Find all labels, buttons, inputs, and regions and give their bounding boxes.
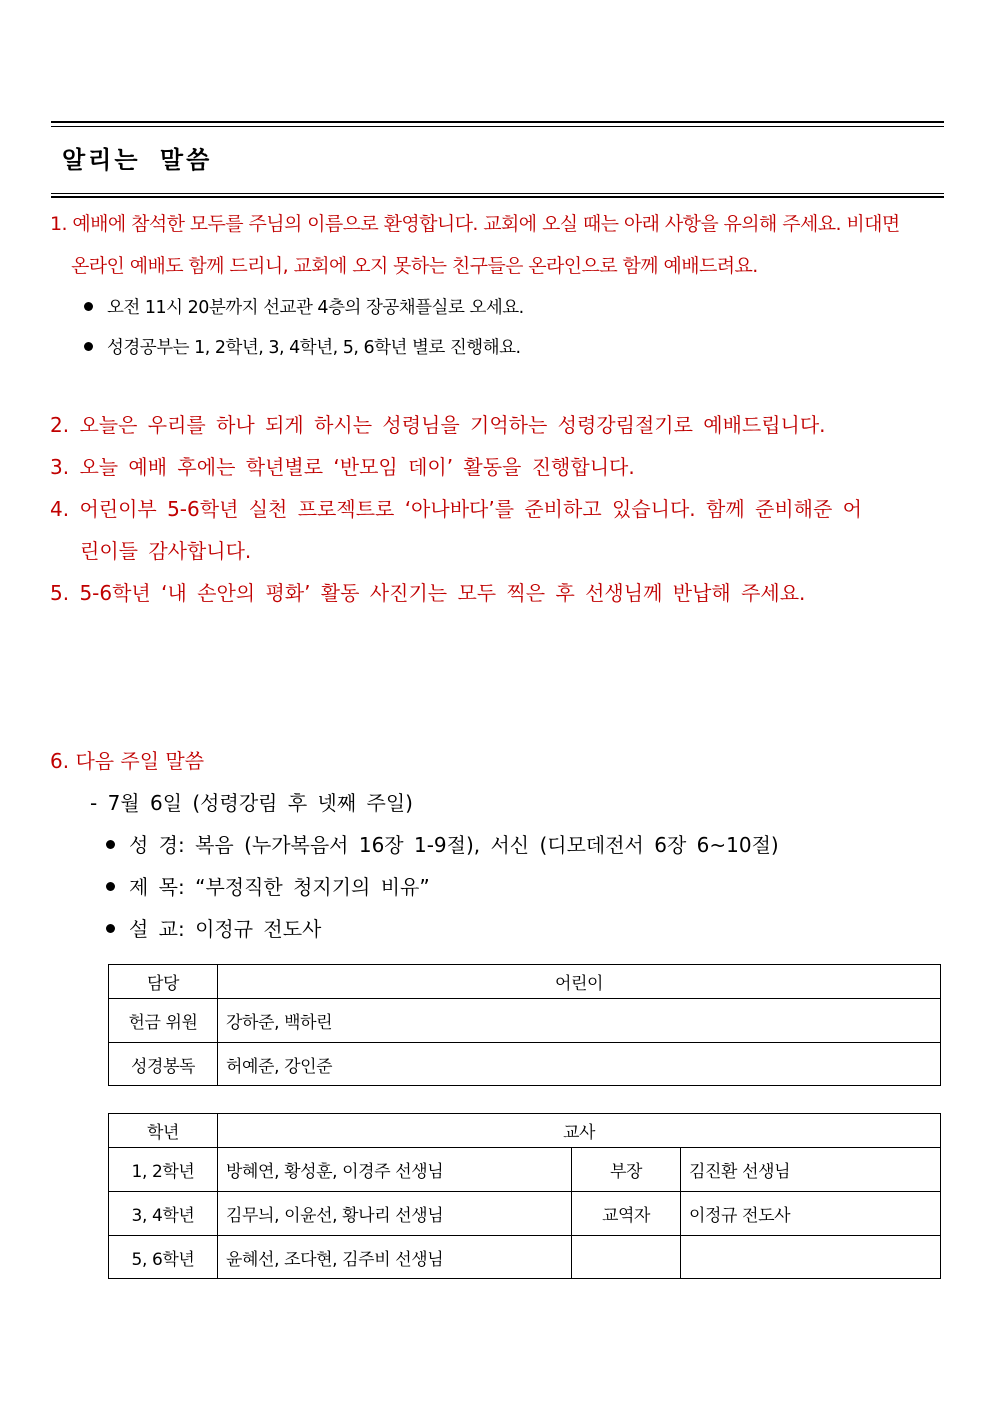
table-cell: 강하준, 백하린 xyxy=(218,999,941,1043)
table-row xyxy=(109,1192,941,1236)
table-cell: 1, 2학년 xyxy=(109,1148,218,1192)
bullet-icon xyxy=(106,840,115,849)
header-rule-top-thick xyxy=(51,121,944,123)
next-sunday-sermon-title xyxy=(106,874,430,900)
table-cell: 부장 xyxy=(572,1148,681,1192)
table-header-cell: 어린이 xyxy=(218,965,941,999)
next-sunday-date: - 7월 6일 (성령강림 후 넷째 주일) xyxy=(90,791,413,815)
table-header-cell: 교사 xyxy=(218,1114,941,1148)
next-sunday-scripture xyxy=(106,832,779,858)
table-cell: 이정규 전도사 xyxy=(681,1192,941,1236)
table-cell: 헌금 위원 xyxy=(109,999,218,1043)
bullet-icon xyxy=(84,342,93,351)
scripture-text: 성 경: 복음 (누가복음서 16장 1-9절), 서신 (디모데전서 6장 6~10절) xyxy=(129,833,779,857)
preacher-text: 설 교: 이정규 전도사 xyxy=(129,917,322,941)
table-header-cell: 학년 xyxy=(109,1114,218,1148)
next-sunday-preacher xyxy=(106,916,321,942)
table-header-row xyxy=(109,1114,941,1148)
table-header-row xyxy=(109,965,941,999)
table-row xyxy=(109,1236,941,1279)
table-cell: 김무늬, 이윤선, 황나리 선생님 xyxy=(218,1192,572,1236)
table-row xyxy=(109,1148,941,1192)
table-header-cell: 담당 xyxy=(109,965,218,999)
bullet-icon xyxy=(84,302,93,311)
notice-1-bullet-1 xyxy=(84,295,524,321)
table-cell: 방혜연, 황성훈, 이경주 선생님 xyxy=(218,1148,572,1192)
header-rule-bottom-thin xyxy=(51,193,944,194)
table-cell: 성경봉독 xyxy=(109,1043,218,1086)
bullet-icon xyxy=(106,882,115,891)
table-cell: 윤혜선, 조다현, 김주비 선생님 xyxy=(218,1236,572,1279)
table-cell xyxy=(572,1236,681,1279)
table-cell: 교역자 xyxy=(572,1192,681,1236)
notice-3: 3. 오늘 예배 후에는 학년별로 ‘반모임 데이’ 활동을 진행합니다. xyxy=(50,455,635,479)
header-rule-top-thin xyxy=(51,126,944,127)
notice-5: 5. 5-6학년 ‘내 손안의 평화’ 활동 사진기는 모두 찍은 후 선생님께 반납해 주세요. xyxy=(50,581,806,605)
table-cell: 허예준, 강인준 xyxy=(218,1043,941,1086)
bullet-text: 성경공부는 1, 2학년, 3, 4학년, 5, 6학년 별로 진행해요. xyxy=(107,338,521,358)
notice-4-line-2: 린이들 감사합니다. xyxy=(80,539,252,563)
table-row xyxy=(109,1043,941,1086)
page-title: 알리는 말씀 xyxy=(62,146,213,174)
notice-4-line-1: 4. 어린이부 5-6학년 실천 프로젝트로 ‘아나바다’를 준비하고 있습니다. 함께 준비해준 어 xyxy=(50,497,862,521)
notice-2: 2. 오늘은 우리를 하나 되게 하시는 성령님을 기억하는 성령강림절기로 예배드립니다. xyxy=(50,413,826,437)
table-row xyxy=(109,999,941,1043)
table-cell xyxy=(681,1236,941,1279)
children-duty-table xyxy=(108,964,941,1086)
header-rule-bottom-thick xyxy=(51,196,944,198)
table-cell: 5, 6학년 xyxy=(109,1236,218,1279)
notice-6-title: 6. 다음 주일 말씀 xyxy=(50,749,205,773)
table-cell: 김진환 선생님 xyxy=(681,1148,941,1192)
teacher-table xyxy=(108,1113,941,1279)
notice-1-line-1: 1. 예배에 참석한 모두를 주님의 이름으로 환영합니다. 교회에 오실 때는 아래 사항을 유의해 주세요. 비대면 xyxy=(50,213,900,235)
sermon-title-text: 제 목: “부정직한 청지기의 비유” xyxy=(129,875,430,899)
bullet-icon xyxy=(106,924,115,933)
notice-1-bullet-2 xyxy=(84,335,521,361)
table-cell: 3, 4학년 xyxy=(109,1192,218,1236)
notice-1-line-2: 온라인 예배도 함께 드리니, 교회에 오지 못하는 친구들은 온라인으로 함께 예배드려요. xyxy=(71,255,758,277)
bullet-text: 오전 11시 20분까지 선교관 4층의 장공채플실로 오세요. xyxy=(107,298,524,318)
